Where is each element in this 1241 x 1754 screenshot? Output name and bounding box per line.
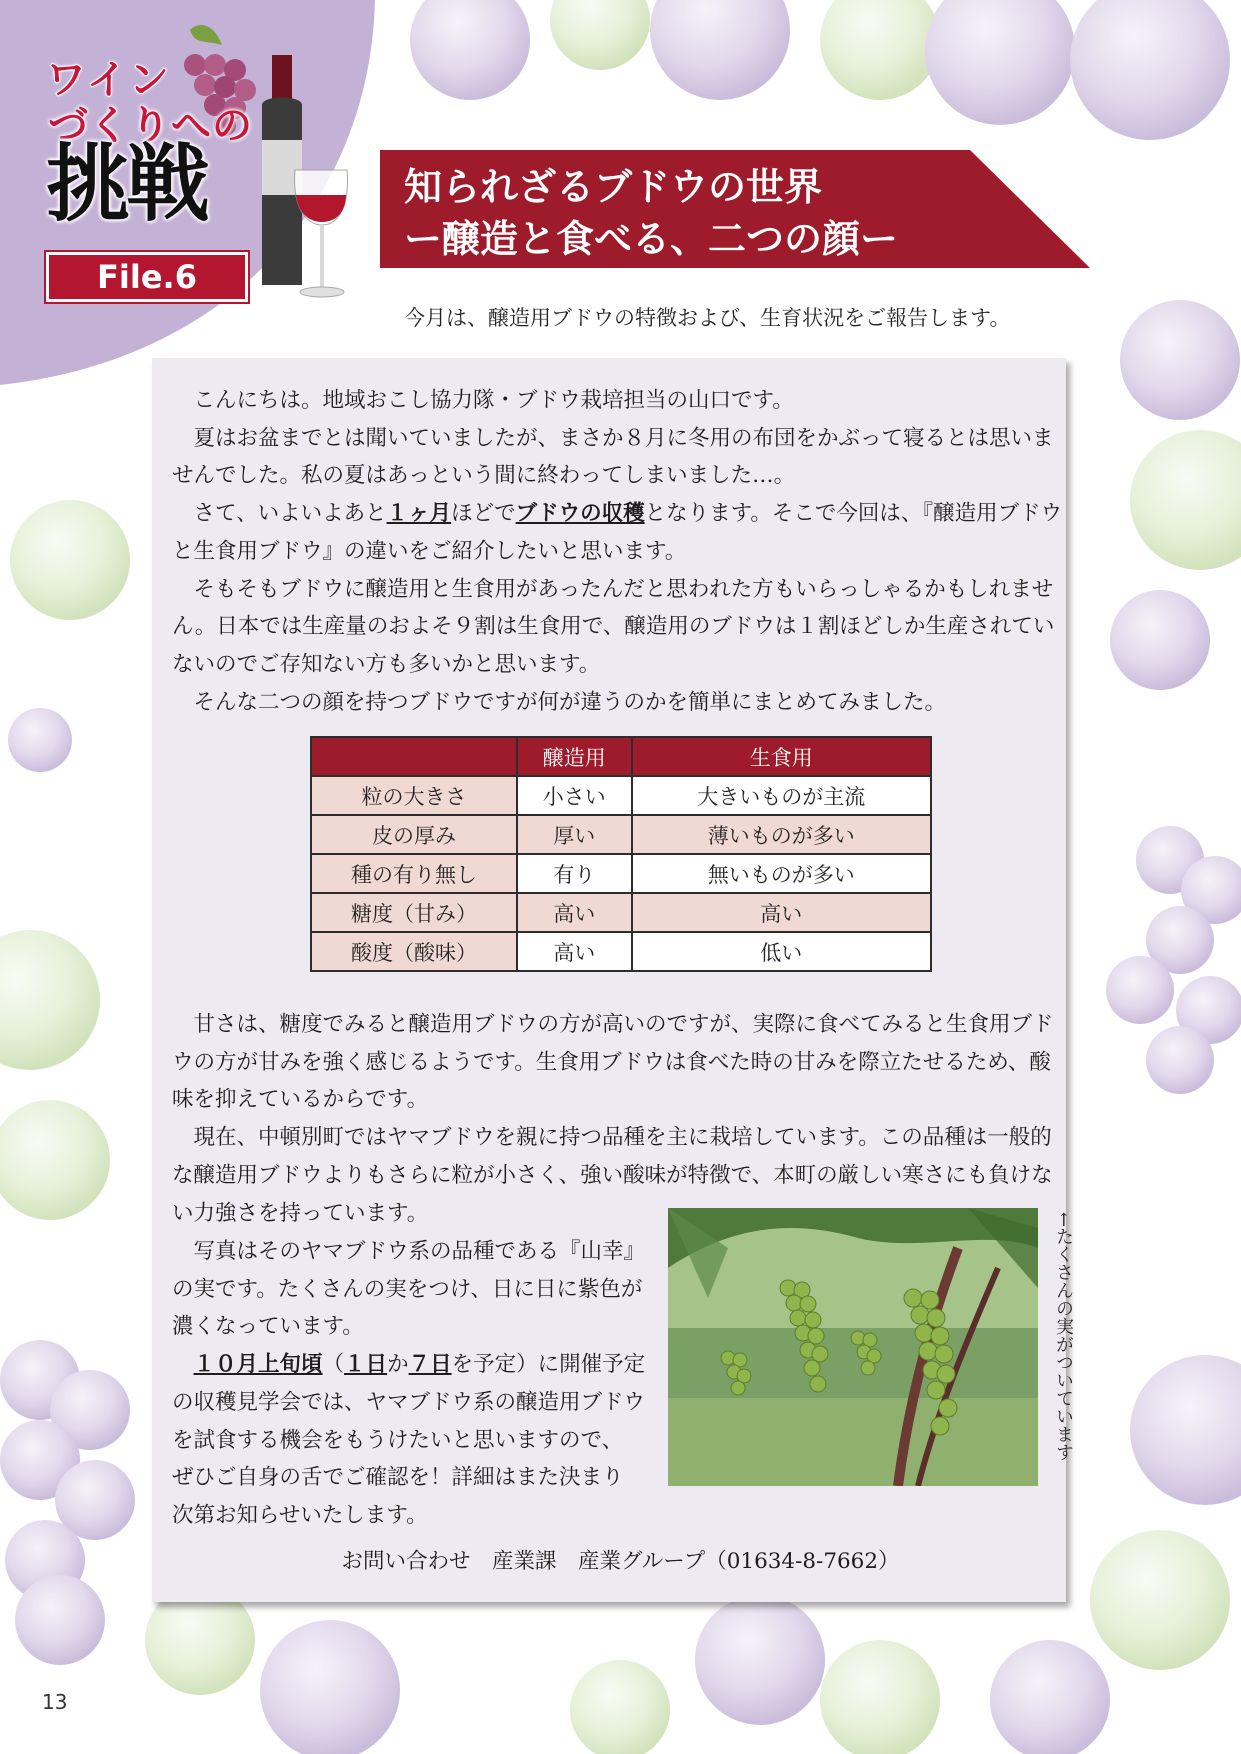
photo-caption: ←たくさんの実がついています bbox=[1053, 1212, 1074, 1462]
intro-text: 今月は、醸造用ブドウの特徴および、生育状況をご報告します。 bbox=[404, 306, 1011, 330]
text-line: の実です。たくさんの実をつけ、日に日に紫色が bbox=[172, 1276, 643, 1302]
highlight-harvest: ブドウの収穫 bbox=[515, 501, 645, 527]
paragraph: そもそもブドウに醸造用と生食用があったんだと思われた方もいらっしゃるかもしれません。日本では生産量のおよそ９割は生食用で、醸造用のブドウは１割ほどしか生産されていないのでご存知ない方も多いかと思います。 bbox=[172, 576, 1055, 677]
paragraph: こんにちは。地域おこし協力隊・ブドウ栽培担当の山口です。 bbox=[172, 388, 794, 413]
text-line: ぜひご自身の舌でご確認を！詳細はまた決まり bbox=[172, 1465, 624, 1491]
table-row: 酸度（酸味） 高い 低い bbox=[311, 932, 931, 971]
paragraph: さて、いよいよあと１ヶ月ほどでブドウの収穫となります。そこで今回は、『醸造用ブドウと生食用ブドウ』の違いをご紹介したいと思います。 bbox=[172, 501, 1063, 564]
event-day-1: １日 bbox=[344, 1352, 388, 1378]
yamasachi-grape-photo bbox=[668, 1208, 1038, 1486]
table-header-corner bbox=[311, 737, 517, 776]
body-narrow bbox=[172, 1233, 662, 1535]
grape-comparison-table bbox=[310, 736, 932, 972]
event-line: １０月上旬頃（１日か７日を予定）に開催予定 bbox=[193, 1352, 646, 1378]
event-date: １０月上旬頃 bbox=[193, 1352, 323, 1378]
table-row: 粒の大きさ 小さい 大きいものが主流 bbox=[311, 776, 931, 815]
event-day-7: ７日 bbox=[408, 1352, 452, 1378]
file-number-tag: File.6 bbox=[46, 252, 248, 302]
paragraph: 現在、中頓別町ではヤマブドウを親に持つ品種を主に栽培しています。この品種は一般的な醸造用ブドウよりもさらに粒が小さく、強い酸味が特徴で、本町の厳しい寒さにも負けない力強さを持っています。 bbox=[172, 1125, 1053, 1226]
table-row: 種の有り無し 有り 無いものが多い bbox=[311, 854, 931, 893]
table-header-row bbox=[311, 737, 931, 776]
text-line: 濃くなっています。 bbox=[172, 1314, 364, 1340]
text-line: 写真はそのヤマブドウ系の品種である『山幸』 bbox=[172, 1239, 646, 1264]
table-header-winemaking: 醸造用 bbox=[517, 737, 632, 776]
text-line: の収穫見学会では、ヤマブドウ系の醸造用ブドウ bbox=[172, 1389, 646, 1415]
table-header-table-grape: 生食用 bbox=[632, 737, 932, 776]
page-number: 13 bbox=[42, 1690, 68, 1714]
article-title: 知られざるブドウの世界 bbox=[404, 165, 823, 209]
badge-title-line2: づくりへの bbox=[48, 103, 253, 149]
highlight-one-month: １ヶ月 bbox=[386, 501, 452, 527]
article-subtitle: ー醸造と食べる、二つの顔ー bbox=[404, 217, 899, 261]
paragraph: そんな二つの顔を持つブドウですが何が違うのかを簡単にまとめてみました。 bbox=[172, 689, 947, 715]
paragraph: 甘さは、糖度でみると醸造用ブドウの方が高いのですが、実際に食べてみると生食用ブドウの方が甘みを強く感じるようです。生食用ブドウは食べた時の甘みを際立たせるため、酸味を抑えているからです。 bbox=[172, 1012, 1054, 1113]
text-line: を試食する機会をもうけたいと思いますので、 bbox=[172, 1427, 624, 1453]
contact-info: お問い合わせ 産業課 産業グループ（01634-8-7662） bbox=[341, 1549, 900, 1574]
text-line: 次第お知らせいたします。 bbox=[172, 1502, 428, 1528]
table-row: 糖度（甘み） 高い 高い bbox=[311, 893, 931, 932]
badge-title-line1: ワイン bbox=[46, 57, 171, 103]
paragraph: 夏はお盆までとは聞いていましたが、まさか８月に冬用の布団をかぶって寝るとは思いませんでした。私の夏はあっという間に終わってしまいました…。 bbox=[172, 425, 1054, 489]
table-row: 皮の厚み 厚い 薄いものが多い bbox=[311, 815, 931, 854]
body-bottom bbox=[172, 1006, 1070, 1232]
wine-glass-icon bbox=[295, 170, 348, 297]
badge-title-main: 挑戦 bbox=[46, 135, 207, 233]
body-top bbox=[172, 382, 1070, 721]
